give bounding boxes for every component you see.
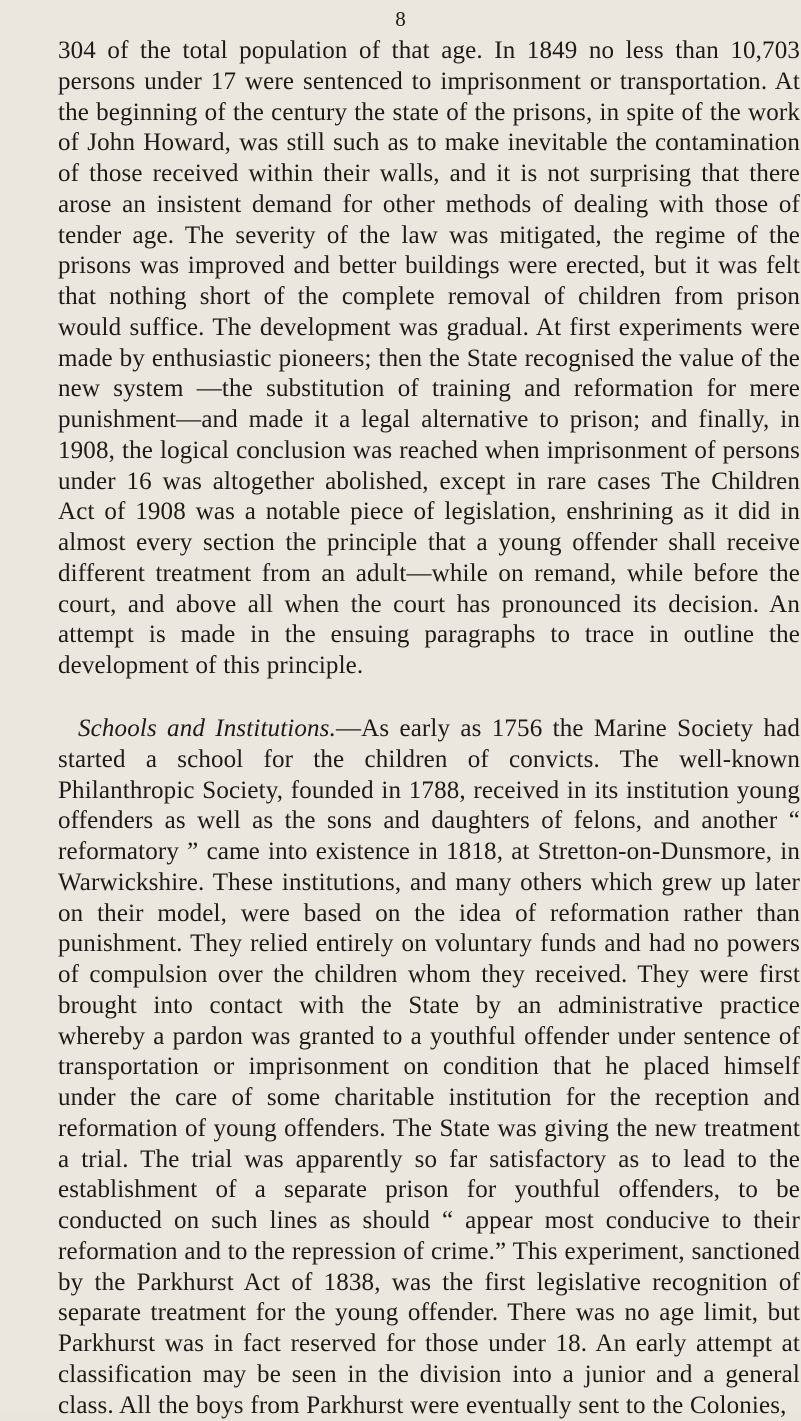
section-heading: Schools and Institutions.	[78, 715, 336, 742]
paragraph-2	[58, 714, 800, 1421]
paragraph-1: 304 of the total population of that age. In 1849 no less than 10,703 persons under 17 were sentenced to imprisonment or transportation. At the beginning of the century the state of the prisons, in spite of the work of John Howard, was still such as to make inevitable the contamination of those received within their walls, and it is not surprising that there arose an insistent demand for other methods of dealing with those of tender age. The severity of the law was mitigated, the regime of the prisons was improved and better buildings were erected, but it was felt that nothing short of the complete removal of children from prison would suffice. The development was gradual. At first experiments were made by enthusiastic pioneers; then the State recognised the value of the new system —the substitution of training and reformation for mere punishment—and made it a legal alternative to prison; and finally, in 1908, the logical conclusion was reached when imprisonment of persons under 16 was altogether abolished, except in rare cases The Children Act of 1908 was a notable piece of legislation, enshrining as it did in almost every section the principle that a young offender shall receive different treatment from an adult—while on remand, while before the court, and above all when the court has pronounced its decision. An attempt is made in the ensuing paragraphs to trace in outline the development of this principle.	[58, 37, 800, 679]
paragraph-2-body: —As early as 1756 the Marine Society had started a school for the children of convicts. The well-known Philanthropic Society, founded in 1788, received in its institution young offenders as well as the sons and daughters of felons, and another “ reformatory ” came into existence in 1818, at Stretton-on-Dunsmore, in Warwickshire. These institutions, and many others which grew up later on their model, were based on the idea of reformation rather than punishment. They relied entirely on voluntary funds and had no powers of compulsion over the children whom they received. They were first brought into contact with the State by an administrative practice whereby a pardon was granted to a youthful offender under sentence of transportation or imprisonment on condition that he placed himself under the care of some charitable institution for the reception and reformation of young offenders. The State was giving the new treatment a trial. The trial was apparently so far satisfactory as to lead to the establishment of a separate prison for youthful offenders, to be conducted on such lines as should “ appear most conducive to their reformation and to the repression of crime.” This experiment, sanctioned by the Parkhurst Act of 1838, was the first legislative recognition of separate treatment for the young offender. There was no age limit, but Parkhurst was in fact reserved for those under 18. An early attempt at classification may be seen in the division into a junior and a general class. All the boys from Parkhurst were eventually sent to the Colonies,	[58, 715, 800, 1419]
page-number: 8	[395, 7, 406, 31]
